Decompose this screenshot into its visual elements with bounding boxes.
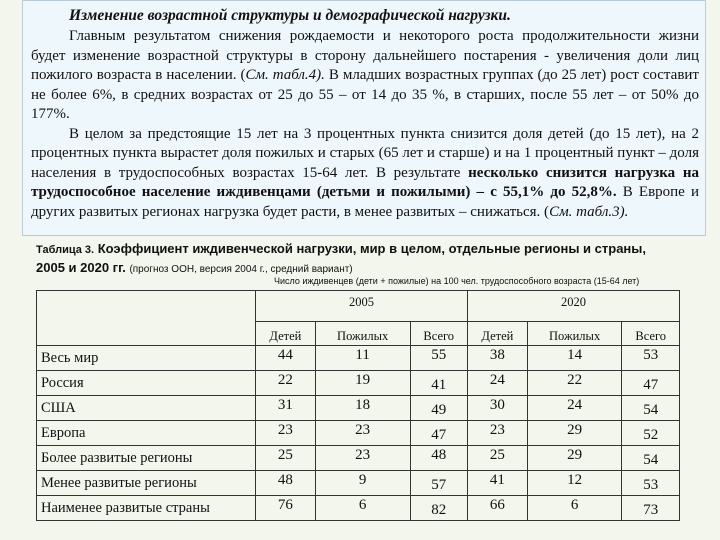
value-cell: 41 <box>410 371 467 396</box>
year-header-2020: 2020 <box>467 291 679 322</box>
value-cell: 47 <box>622 371 680 396</box>
value-cell: 19 <box>315 371 410 396</box>
region-name: Более развитые регионы <box>37 446 256 471</box>
paragraph-2-text: В целом за предстоящие 15 лет на 3 процентных пункта снизится доля детей (до 15 лет), на 2 процентных пункта вырастет доля пожилых и старых (65 лет и старше) и на 1 процентный пункт – доля населения в трудоспособных возрастах 15-64 лет. В результате <box>31 125 699 181</box>
column-header: Всего <box>410 322 467 346</box>
value-cell: 25 <box>467 446 527 471</box>
region-header-cell <box>37 291 256 346</box>
value-cell: 6 <box>527 496 622 521</box>
value-cell: 29 <box>527 421 622 446</box>
value-cell: 23 <box>315 446 410 471</box>
value-cell: 25 <box>256 446 316 471</box>
table-row <box>37 421 680 446</box>
value-cell: 31 <box>256 396 316 421</box>
value-cell: 6 <box>315 496 410 521</box>
value-cell: 23 <box>315 421 410 446</box>
value-cell: 49 <box>410 396 467 421</box>
paragraph-1-rest: В младших возрастных группах (до 25 лет) рост составит не более 6%, в средних возрастах от 25 до 55 – от 14 до 35 %, в старших, после 55 лет – от 50% до 177%. <box>31 67 699 122</box>
region-name: Наименее развитые страны <box>37 496 256 521</box>
table-source: (прогноз ООН, версия 2004 г., средний вариант) <box>129 264 353 275</box>
paragraph-1-text: Главным результатом снижения рождаемости и некоторого роста продолжительности жизни будет изменение возрастной структуры в сторону дальнейшего постарения - увеличения доли лиц пожилого возраста в населении. ( <box>31 28 699 83</box>
value-cell: 54 <box>622 396 680 421</box>
value-cell: 23 <box>467 421 527 446</box>
value-cell: 82 <box>410 496 467 521</box>
value-cell: 11 <box>315 346 410 371</box>
paragraph-2-bold: несколько снизится нагрузка на трудоспособное население иждивенцами (детьми и пожилыми) – с 55,1% до 52,8%. <box>31 164 699 200</box>
value-cell: 24 <box>467 371 527 396</box>
value-cell: 48 <box>256 471 316 496</box>
value-cell: 22 <box>256 371 316 396</box>
value-cell: 53 <box>622 471 680 496</box>
table-row <box>37 396 680 421</box>
paragraph-1 <box>31 27 699 125</box>
table-row <box>37 346 680 371</box>
value-cell: 18 <box>315 396 410 421</box>
region-name: Весь мир <box>37 346 256 371</box>
section-title: Изменение возрастной структуры и демографической нагрузки. <box>69 7 511 24</box>
table-row <box>37 496 680 521</box>
column-header: Пожилых <box>315 322 410 346</box>
value-cell: 54 <box>622 446 680 471</box>
text-panel <box>22 0 706 236</box>
table-title: Коэффициент иждивенческой нагрузки, мир в целом, отдельные регионы и страны, 2005 и 2020 гг. <box>36 241 646 275</box>
column-header: Детей <box>467 322 527 346</box>
table-row <box>37 446 680 471</box>
region-name: Европа <box>37 421 256 446</box>
column-header: Всего <box>622 322 680 346</box>
paragraph-1-ref: См. табл.4). <box>245 67 325 83</box>
column-header: Пожилых <box>527 322 622 346</box>
table-number: Таблица 3. <box>36 244 95 256</box>
value-cell: 57 <box>410 471 467 496</box>
region-name: Россия <box>37 371 256 396</box>
value-cell: 48 <box>410 446 467 471</box>
value-cell: 47 <box>410 421 467 446</box>
table-caption <box>36 240 676 278</box>
value-cell: 24 <box>527 396 622 421</box>
value-cell: 30 <box>467 396 527 421</box>
value-cell: 66 <box>467 496 527 521</box>
value-cell: 22 <box>527 371 622 396</box>
value-cell: 44 <box>256 346 316 371</box>
value-cell: 53 <box>622 346 680 371</box>
region-name: Менее развитые регионы <box>37 471 256 496</box>
value-cell: 23 <box>256 421 316 446</box>
value-cell: 14 <box>527 346 622 371</box>
paragraph-2 <box>31 125 699 223</box>
value-cell: 73 <box>622 496 680 521</box>
value-cell: 41 <box>467 471 527 496</box>
value-cell: 29 <box>527 446 622 471</box>
table-row <box>37 371 680 396</box>
value-cell: 76 <box>256 496 316 521</box>
table-unit-note: Число иждивенцев (дети + пожилые) на 100 чел. трудоспособного возраста (15-64 лет) <box>274 276 640 286</box>
year-header-2005: 2005 <box>256 291 468 322</box>
value-cell: 12 <box>527 471 622 496</box>
value-cell: 55 <box>410 346 467 371</box>
column-header: Детей <box>256 322 316 346</box>
table-row <box>37 471 680 496</box>
value-cell: 52 <box>622 421 680 446</box>
paragraph-2-ref: См. табл.3). <box>549 203 629 220</box>
value-cell: 38 <box>467 346 527 371</box>
paragraph-2-rest: В Европе и других развитых регионах нагрузка будет расти, в менее развитых – снижаться. ( <box>31 184 700 220</box>
dependency-ratio-table <box>36 290 680 521</box>
region-name: США <box>37 396 256 421</box>
table-year-header-row <box>37 291 680 322</box>
value-cell: 9 <box>315 471 410 496</box>
